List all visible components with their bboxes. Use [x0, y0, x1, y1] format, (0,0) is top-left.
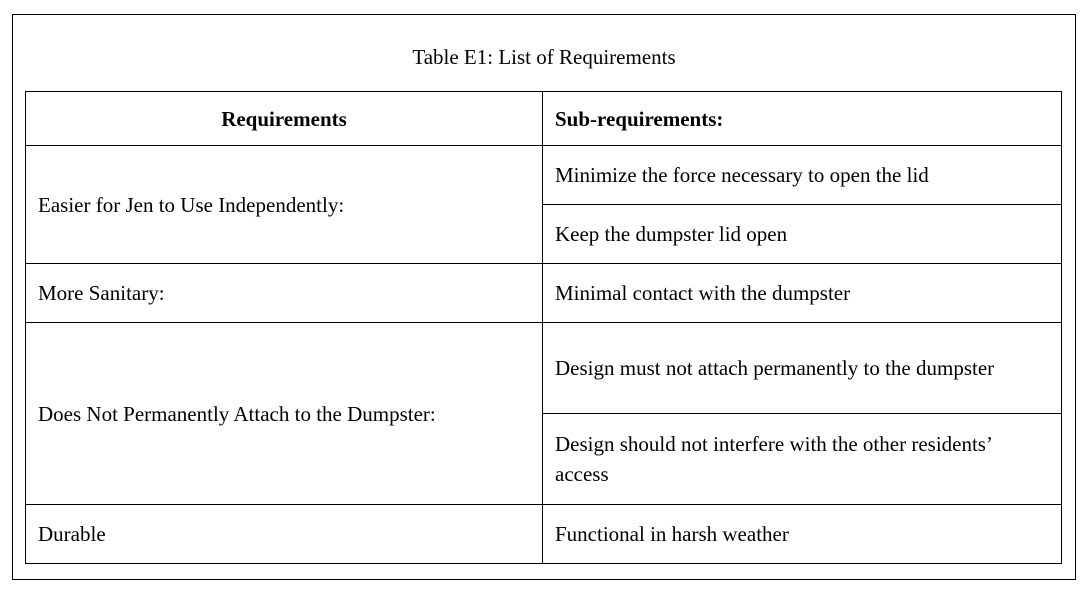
- sub-requirement-cell: Functional in harsh weather: [543, 505, 1062, 564]
- sub-requirement-cell: Design should not interfere with the other residents’ access: [543, 414, 1062, 505]
- requirement-cell: Durable: [26, 505, 543, 564]
- sub-requirement-cell: Keep the dumpster lid open: [543, 205, 1062, 264]
- sub-requirement-cell: Design must not attach permanently to the dumpster: [543, 323, 1062, 414]
- requirements-table: [25, 91, 1062, 564]
- table-row: [26, 505, 1062, 564]
- requirement-cell: Easier for Jen to Use Independently:: [26, 146, 543, 264]
- requirement-cell: Does Not Permanently Attach to the Dumpster:: [26, 323, 543, 505]
- table-frame: [12, 14, 1076, 580]
- sub-requirement-cell: Minimize the force necessary to open the lid: [543, 146, 1062, 205]
- requirement-cell: More Sanitary:: [26, 264, 543, 323]
- table-row: [26, 264, 1062, 323]
- header-sub-requirements: Sub-requirements:: [543, 92, 1062, 146]
- table-row: [26, 323, 1062, 414]
- header-requirements: Requirements: [26, 92, 543, 146]
- table-row: [26, 146, 1062, 205]
- table-header-row: [26, 92, 1062, 146]
- sub-requirement-cell: Minimal contact with the dumpster: [543, 264, 1062, 323]
- table-caption: Table E1: List of Requirements: [412, 45, 676, 69]
